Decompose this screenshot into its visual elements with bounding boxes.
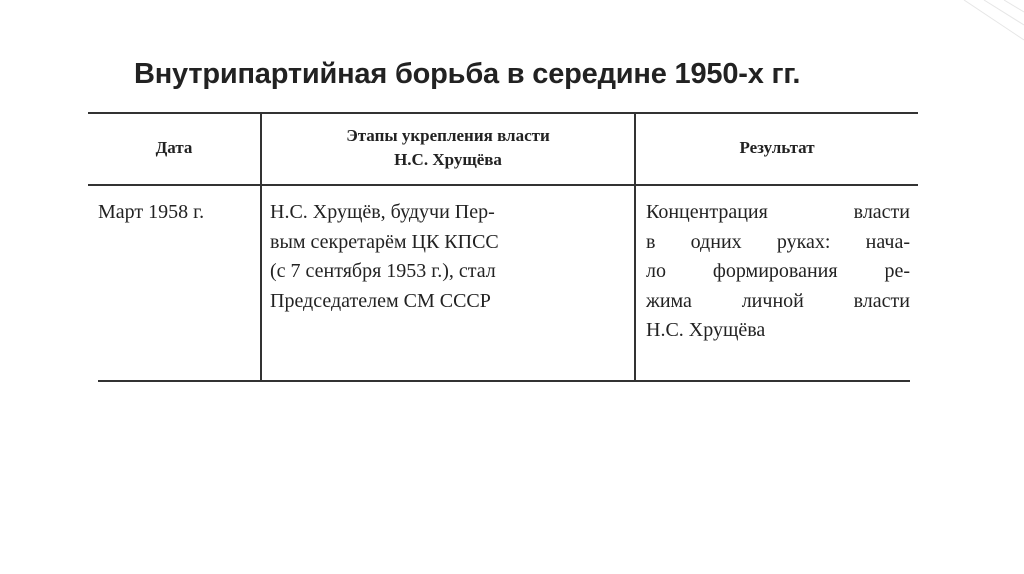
header-stage-line: Этапы укрепления власти	[346, 126, 550, 145]
corner-decoration	[934, 0, 1024, 60]
table-bottom-rule	[98, 380, 910, 382]
table-header-rule	[88, 184, 918, 186]
cell-result-line: ло формирования ре-	[646, 260, 910, 282]
header-date: Дата	[155, 138, 193, 157]
header-stage-line: Н.С. Хрущёва	[394, 150, 502, 169]
cell-stage	[270, 198, 630, 316]
cell-result-line: Концентрация власти	[646, 201, 910, 223]
cell-stage-line: Председателем СМ СССР	[270, 289, 491, 312]
header-result: Результат	[739, 138, 815, 157]
cell-date: Март 1958 г.	[98, 201, 205, 223]
cell-result	[646, 198, 910, 346]
data-table	[88, 112, 918, 382]
header-stage	[262, 112, 634, 184]
cell-stage-line: Н.С. Хрущёв, будучи Пер-	[270, 201, 495, 223]
cell-result-line: в одних руках: нача-	[646, 230, 910, 253]
cell-result-line: жима личной власти	[646, 289, 910, 312]
page-title: Внутрипартийная борьба в середине 1950-х гг.	[134, 58, 801, 90]
cell-result-line: Н.С. Хрущёва	[646, 319, 766, 341]
cell-stage-line: (с 7 сентября 1953 г.), стал	[270, 260, 496, 282]
cell-stage-line: вым секретарём ЦК КПСС	[270, 230, 499, 253]
